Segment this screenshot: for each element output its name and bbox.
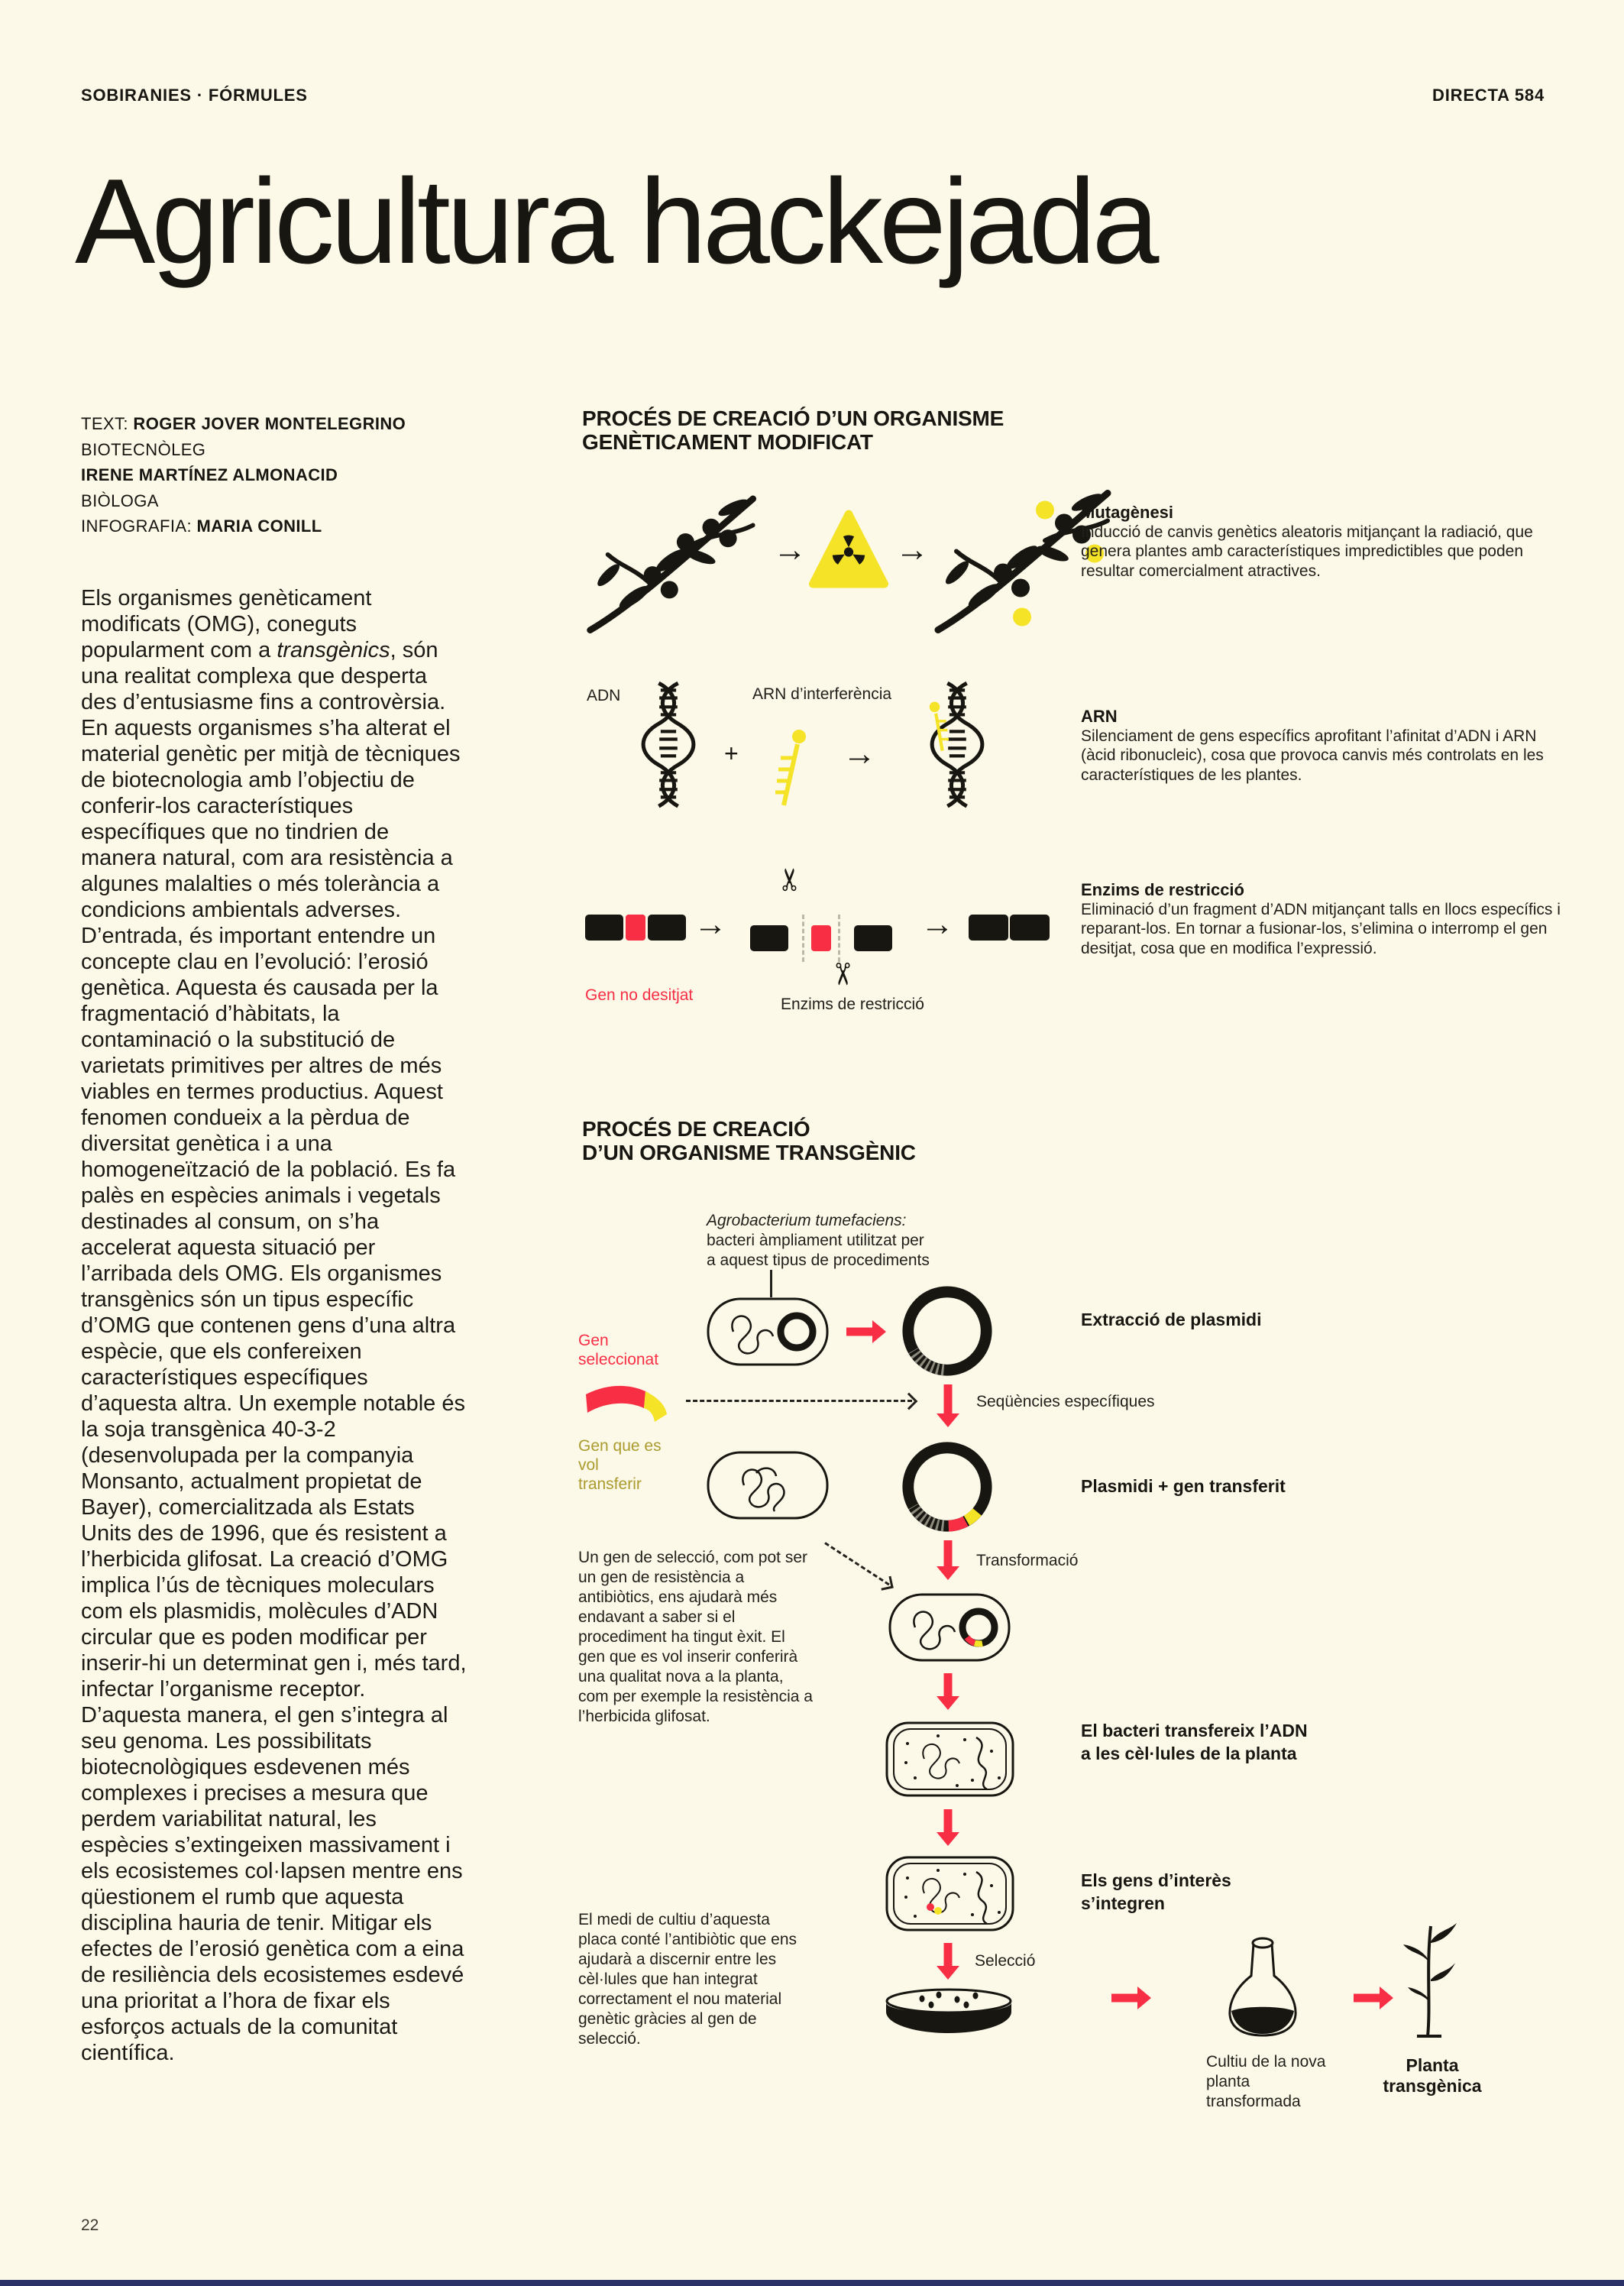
gene-blocks-cut (750, 915, 892, 962)
process1-heading-line1: PROCÉS DE CREACIÓ D’UN ORGANISME (582, 406, 1004, 430)
gen-no-desitjat-label: Gen no desitjat (585, 986, 694, 1004)
arrow-right-icon: → (843, 735, 876, 772)
arn-interferencia-label: ARN d’interferència (752, 685, 892, 703)
gen-transferir-label: Gen que es vol transferir (578, 1437, 662, 1493)
plasmid-gene-icon (898, 1438, 996, 1537)
agrobacterium-note-line2: bacteri àmpliament utilitzat per (707, 1232, 924, 1249)
byline-role-1: BIOTECNÒLEG (81, 439, 206, 459)
cut-line (838, 915, 840, 962)
step-bacteri-label: El bacteri transfereix l’ADN a les cèl·lules de la planta (1081, 1721, 1308, 1763)
transformacio-label: Transformació (976, 1552, 1079, 1569)
petri-dish-icon (884, 1985, 1014, 2035)
step-mutagenesi-text: Inducció de canvis genètics aleatoris mitjançant la radiació, que genera plantes amb característiques impredictibles que poden resultar comercialment atractives. (1081, 523, 1533, 580)
step-gens-label: Els gens d’interès s’integren (1081, 1870, 1231, 1913)
gene-segment (1010, 915, 1050, 941)
step-enzims-text: Eliminació d’un fragment d’ADN mitjançant talls en llocs específics i reparant-los. En tornar a fusionar-los, s’elimina o interromp el gen desitjat, cosa que en modifica l’expressió. (1081, 900, 1561, 957)
agrobacterium-species: Agrobacterium tumefaciens: (707, 1212, 907, 1229)
plus-sign: + (724, 740, 739, 767)
gene-segment (585, 915, 623, 941)
plant-cell-integrated-icon (885, 1855, 1015, 1932)
article-rest: , són una realitat complexa que desperta des d’entusiasme fins a controvèrsia. En aquests organismes s’ha alterat el material genètic per mitjà de tècniques de biotecnologia amb l’objectiu de conferir-los característiques específiques que no tindrien de manera natural, com ara resistència a algunes malalties o més tolerància a condicions ambientals adverses. D’entrada, és important entendre un concepte clau en l’evolució: l’erosió genètica. Aquesta és causada per la fragmentació d’hàbitats, la contaminació o la substitució de varietats primitives per altres de més viables en termes productius. Aquest fenomen condueix a la pèrdua de diversitat genètica i a una homogeneïtzació de la població. Es fa palès en espècies animals i vegetals destinades al consum, on s’ha accelerat aquesta situació per l’arribada dels OMG. Els organismes transgènics són un tipus específic d’OMG que contenen gens d’una altra espècie, que els confereixen característiques específiques d’aquesta altra. Un exemple notable és la soja transgènica 40-3-2 (desenvolupada per la companyia Monsanto, actualment propietat de Bayer), comercialitzada als Estats Units des de 1996, que és resistent a l’herbicida glifosat. La creació d’OMG implica l’ús de tècniques moleculars com els plasmidis, molècules d’ADN circular que es poden modificar per inserir-hi un determinat gen i, més tard, infectar l’organisme receptor. D’aquesta manera, el gen s’integra al seu genoma. Les possibilitats biotecnològiques esdevenen més complexes i precises a mesura que perdem variabilitat natural, les espècies s’extingeixen massivament i els ecosistemes col·lapsen mentre ens qüestionem el rumb que aquesta disciplina hauria de tenir. Mitigar els efectes de l’erosió genètica com a eina de resiliència dels ecosistemes esdevé una prioritat a l’hora de fixar els esforços actuals de la comunitat científica. (81, 638, 467, 2065)
gene-ribbon-icon (584, 1381, 670, 1423)
unwanted-gene-segment (626, 915, 645, 941)
olive-branch-icon (583, 486, 766, 635)
step-arn-title: ARN (1081, 707, 1118, 726)
section-kicker: SOBIRANIES · FÓRMULES (81, 86, 308, 105)
agrobacterium-note-line3: a aquest tipus de procediments (707, 1251, 930, 1269)
arrow-right-icon: → (773, 531, 807, 568)
arrow-right-icon: → (694, 905, 727, 943)
plant-cell-icon (885, 1721, 1015, 1798)
byline-author-2: IRENE MARTÍNEZ ALMONACID (81, 465, 338, 484)
cultiu-caption: Cultiu de la nova planta transformada (1206, 2053, 1326, 2110)
byline-info-label: INFOGRAFIA: (81, 516, 192, 536)
red-arrow-right (1111, 1985, 1151, 2011)
selection-gene-note: Un gen de selecció, com pot ser un gen de resistència a antibiòtics, ens ajudarà més endavant a saber si el procediment ha tingut èxit. El gen que es vol inserir conferirà una qualitat nova a la planta, com per exemple la resistència a l’herbicida glifosat. (578, 1549, 813, 1725)
red-arrow-down (935, 1809, 961, 1846)
page-number: 22 (81, 2216, 99, 2234)
unwanted-gene-segment (811, 925, 831, 951)
red-arrow-down (935, 1540, 961, 1580)
step-plasmidi-label: Plasmidi + gen transferit (1081, 1476, 1286, 1496)
byline-text-line (81, 411, 406, 437)
step-mutagenesi-title: Mutagènesi (1081, 503, 1174, 522)
gene-blocks-before (585, 915, 686, 941)
red-arrow-right (1354, 1985, 1393, 2011)
article-body (81, 585, 467, 2066)
scissors-icon: ✂ (773, 866, 807, 892)
flask-icon (1220, 1936, 1305, 2038)
radiation-icon (810, 509, 888, 591)
step-enzims (1081, 880, 1562, 958)
adn-label: ADN (587, 687, 621, 704)
byline-info-line (81, 513, 406, 539)
dashed-arrow-diagonal (824, 1542, 890, 1585)
step-extraccio-label: Extracció de plasmidi (1081, 1310, 1262, 1329)
byline (81, 411, 406, 539)
gene-segment (969, 915, 1008, 941)
red-arrow-right (846, 1319, 886, 1345)
pointer-line (770, 1270, 772, 1297)
arrow-right-icon: → (920, 905, 954, 943)
dashed-arrow-right (686, 1400, 912, 1402)
scissors-icon: ✂ (824, 961, 859, 987)
red-arrow-down (935, 1673, 961, 1710)
red-arrow-down (935, 1943, 961, 1980)
dna-helix-icon (636, 671, 701, 824)
page-title: Agricultura hackejada (75, 154, 1156, 289)
step-enzims-title: Enzims de restricció (1081, 880, 1244, 899)
gene-segment (648, 915, 686, 941)
seleccio-label: Selecció (975, 1952, 1036, 1970)
byline-role-2: BIÒLOGA (81, 491, 159, 510)
rna-strand-icon (762, 727, 816, 811)
process2-heading-line2: D’UN ORGANISME TRANSGÈNIC (582, 1141, 916, 1164)
transgenic-plant-icon (1400, 1922, 1461, 2038)
step-mutagenesi (1081, 503, 1554, 581)
dna-helix-rna-icon (924, 671, 990, 824)
process1-heading (582, 406, 1004, 454)
byline-text-label: TEXT: (81, 414, 128, 433)
transformed-bacterium-icon (888, 1591, 1011, 1664)
sequencies-label: Seqüències específiques (976, 1393, 1155, 1410)
issue-label: DIRECTA 584 (1432, 86, 1545, 105)
gene-segment (854, 925, 892, 951)
agrobacterium-note (707, 1211, 930, 1271)
plasmid-icon (898, 1284, 996, 1380)
process2-heading-line1: PROCÉS DE CREACIÓ (582, 1117, 810, 1141)
step-arn-text: Silenciament de gens específics aprofitant l’afinitat d’ADN i ARN (àcid ribonucleic), cosa que provoca canvis més controlats en les característiques de les plantes. (1081, 727, 1544, 784)
article-italic-term: transgènics (277, 638, 390, 662)
gene-blocks-after (969, 915, 1050, 941)
process2-heading (582, 1117, 916, 1164)
process1-heading-line2: GENÈTICAMENT MODIFICAT (582, 430, 873, 454)
step-arn (1081, 707, 1562, 785)
bacterium-empty-icon (706, 1450, 830, 1520)
planta-caption: Planta transgènica (1383, 2055, 1482, 2096)
article-intro: Els organismes genèticament modificats (OMG), coneguts popularment com a (81, 586, 372, 662)
arrow-right-icon: → (895, 531, 929, 568)
gene-segment (750, 925, 788, 951)
enzims-caption: Enzims de restricció (781, 996, 924, 1013)
red-arrow-down (935, 1384, 961, 1427)
byline-info-author: MARIA CONILL (196, 516, 322, 536)
cut-line (802, 915, 804, 962)
culture-medium-note: El medi de cultiu d’aquesta placa conté l’antibiòtic que ens ajudarà a discernir entre les cèl·lules que han integrat correctament el nou material genètic gràcies al gen de selecció. (578, 1911, 797, 2048)
footer-bar (0, 2280, 1624, 2286)
gen-seleccionat-label: Gen seleccionat (578, 1332, 659, 1368)
bacterium-icon (706, 1297, 830, 1367)
byline-author-1: ROGER JOVER MONTELEGRINO (133, 414, 406, 433)
